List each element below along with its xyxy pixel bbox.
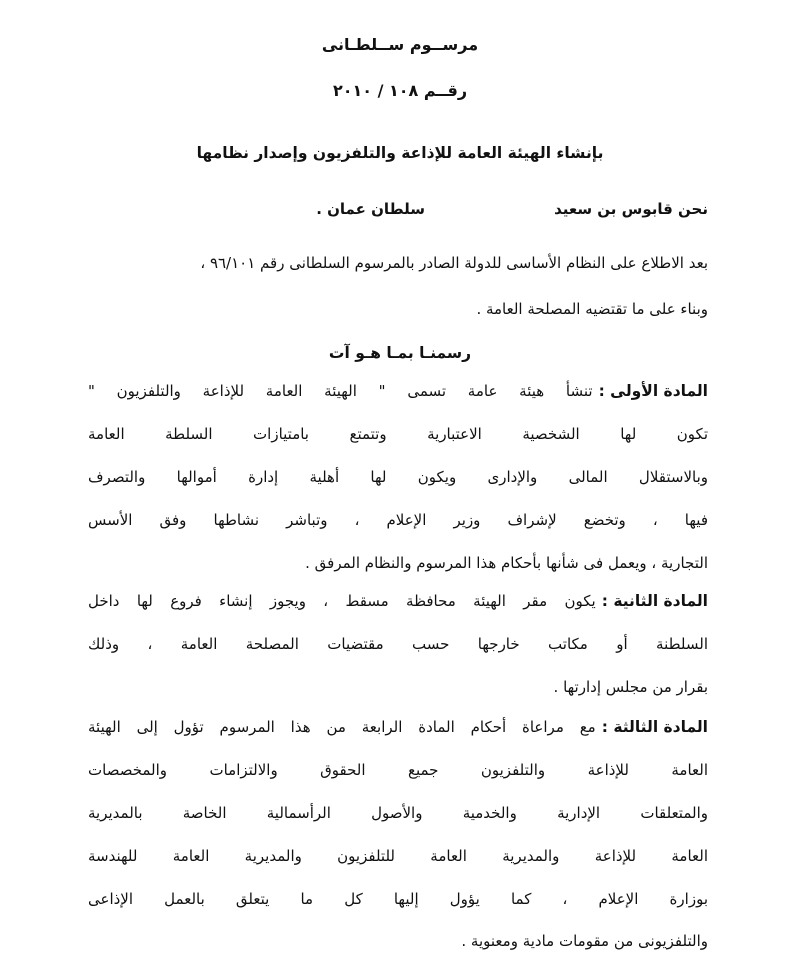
decree-heading: رسمنـا بمـا هـو آت <box>328 344 472 362</box>
article-1-line-4: فيها ، وتخضع لإشراف وزير الإعلام ، وتباشر نشاطها وفق الأسس <box>88 511 708 529</box>
article-1-label: المادة الأولى : <box>598 382 708 400</box>
preamble-line-2: وبناء على ما تقتضيه المصلحة العامة . <box>476 300 708 318</box>
preamble-line-1: بعد الاطلاع على النظام الأساسى للدولة الصادر بالمرسوم السلطانى رقم ٩٦/١٠١ ، <box>200 254 708 272</box>
article-1-line-2: تكون لها الشخصية الاعتبارية وتتمتع بامتيازات السلطة العامة <box>88 425 708 443</box>
article-2-line-2: السلطنة أو مكاتب خارجها حسب مقتضيات المصلحة العامة ، وذلك <box>88 635 708 653</box>
article-1-first-line <box>88 380 708 402</box>
signatory-office: سلطان عمان . <box>316 200 425 218</box>
decree-subject: بإنشاء الهيئة العامة للإذاعة والتلفزيون وإصدار نظامها <box>196 144 604 162</box>
article-1-line-1: تنشأ هيئة عامة تسمى " الهيئة العامة للإذاعة والتلفزيون " <box>88 382 593 400</box>
article-2-first-line <box>88 590 708 612</box>
article-1-line-3: وبالاستقلال المالى والإدارى ويكون لها أهلية إدارة أموالها والتصرف <box>88 468 708 486</box>
decree-title: مرســوم ســلطـانى <box>321 35 479 54</box>
article-3-line-2: العامة للإذاعة والتلفزيون جميع الحقوق والالتزامات والمخصصات <box>88 761 708 779</box>
article-3-line-1: مع مراعاة أحكام المادة الرابعة من هذا المرسوم تؤول إلى الهيئة <box>88 718 596 736</box>
article-2-line-1: يكون مقر الهيئة محافظة مسقط ، ويجوز إنشاء فروع لها داخل <box>88 592 596 610</box>
signatory-name: نحن قابوس بن سعيد <box>554 200 708 218</box>
article-1-line-5: التجارية ، ويعمل فى شأنها بأحكام هذا المرسوم والنظام المرفق . <box>305 554 708 572</box>
article-2-label: المادة الثانية : <box>601 592 708 610</box>
decree-number: رقــم ١٠٨ / ٢٠١٠ <box>332 81 468 100</box>
article-3-line-6: والتلفزيونى من مقومات مادية ومعنوية . <box>461 932 708 950</box>
article-3-label: المادة الثالثة : <box>601 718 708 736</box>
article-2-line-3: بقرار من مجلس إدارتها . <box>553 678 708 696</box>
article-3-first-line <box>88 716 708 738</box>
article-3-line-4: العامة للإذاعة والمديرية العامة للتلفزيون والمديرية العامة للهندسة <box>88 847 708 865</box>
article-3-line-3: والمتعلقات الإدارية والخدمية والأصول الرأسمالية الخاصة بالمديرية <box>88 804 708 822</box>
article-3-line-5: بوزارة الإعلام ، كما يؤول إليها كل ما يتعلق بالعمل الإذاعى <box>88 890 708 908</box>
